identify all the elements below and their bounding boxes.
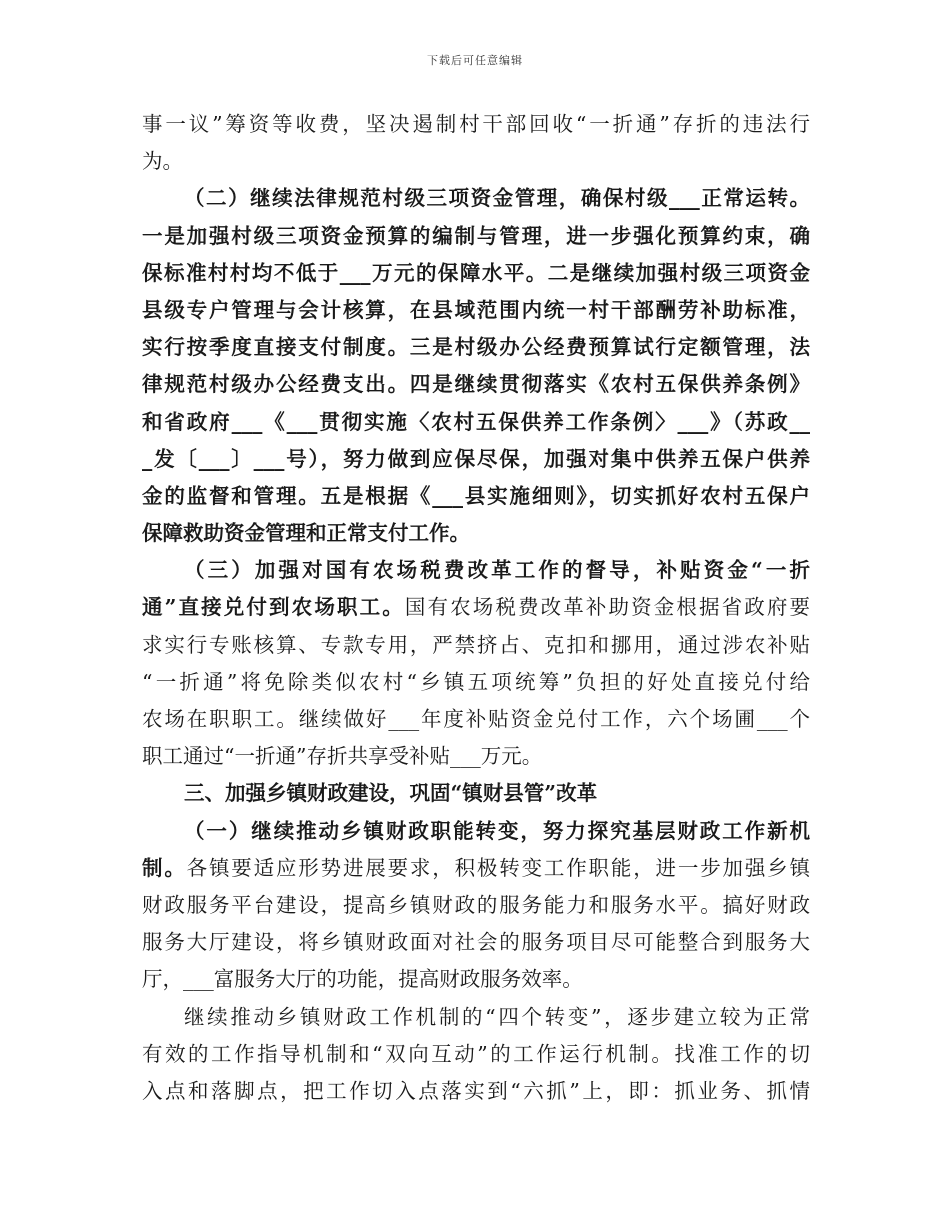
chapter-heading: 三、加强乡镇财政建设，巩固“镇财县管”改革 — [184, 781, 598, 806]
text-line: 实行按季度直接支付制度。三是村级办公经费预算试行定额管理，法 — [142, 335, 810, 360]
text-line: 厅，___富服务大厅的功能，提高财政服务效率。 — [142, 967, 583, 992]
page-header: 下载后可任意编辑 — [427, 54, 523, 67]
document-body — [142, 106, 810, 1110]
bold-text: 通”直接兑付到农场职工。 — [142, 595, 405, 620]
text-line: 服务大厅建设，将乡镇财政面对社会的服务项目尽可能整合到服务大 — [142, 930, 810, 955]
text-line: 农场在职职工。继续做好___年度补贴资金兑付工作，六个场圃___个 — [142, 707, 810, 731]
text-line: 事一议”筹资等收费，坚决遏制村干部回收“一折通”存折的违法行 — [142, 112, 810, 136]
text-line: “一折通”将免除类似农村“乡镇五项统筹”负担的好处直接兑付给 — [142, 669, 810, 694]
text-line: 律规范村级办公经费支出。四是继续贯彻落实《农村五保供养条例》 — [142, 372, 810, 397]
text-line: 保障救助资金管理和正常支付工作。 — [142, 521, 470, 546]
text-line: 入点和落脚点，把工作切入点落实到“六抓”上，即：抓业务、抓情 — [142, 1078, 810, 1103]
text-line — [142, 850, 810, 887]
text-line: 求实行专账核算、专款专用，严禁挤占、克扣和挪用，通过涉农补贴 — [142, 632, 810, 657]
text-line: 一是加强村级三项资金预算的编制与管理，进一步强化预算约束，确 — [142, 223, 810, 248]
bold-text: 制。 — [142, 855, 187, 880]
text-line: 职工通过“一折通”存折共享受补贴___万元。 — [142, 744, 543, 769]
text-line: 继续推动乡镇财政工作机制的“四个转变”，逐步建立较为正常 — [184, 1004, 810, 1029]
body-text: 各镇要适应形势进展要求，积极转变工作职能，进一步加强乡镇 — [186, 855, 810, 880]
text-line: 财政服务平台建设，提高乡镇财政的服务能力和服务水平。搞好财政 — [142, 892, 810, 917]
text-line: 有效的工作指导机制和“双向互动”的工作运行机制。找准工作的切 — [142, 1041, 810, 1066]
text-line: 金的监督和管理。五是根据《___县实施细则》，切实抓好农村五保户 — [142, 483, 810, 508]
text-line: 和省政府___《___贯彻实施〈农村五保供养工作条例〉___》（苏政__ — [142, 409, 810, 434]
section-heading: （二）继续法律规范村级三项资金管理，确保村级___正常运转。 — [184, 186, 810, 211]
text-line: 保标准村村均不低于___万元的保障水平。二是继续加强村级三项资金 — [142, 260, 810, 285]
text-line: 县级专户管理与会计核算，在县域范围内统一村干部酬劳补助标准， — [142, 297, 810, 322]
section-heading: （三）加强对国有农场税费改革工作的督导，补贴资金“一折 — [184, 558, 810, 583]
body-text: 国有农场税费改革补助资金根据省政府要 — [404, 595, 810, 620]
text-line: _发〔___〕___号），努力做到应保尽保，加强对集中供养五保户供养 — [142, 446, 810, 471]
section-heading: （一）继续推动乡镇财政职能转变，努力探究基层财政工作新机 — [184, 818, 810, 843]
text-line: 为。 — [142, 149, 183, 174]
text-line — [142, 589, 810, 626]
